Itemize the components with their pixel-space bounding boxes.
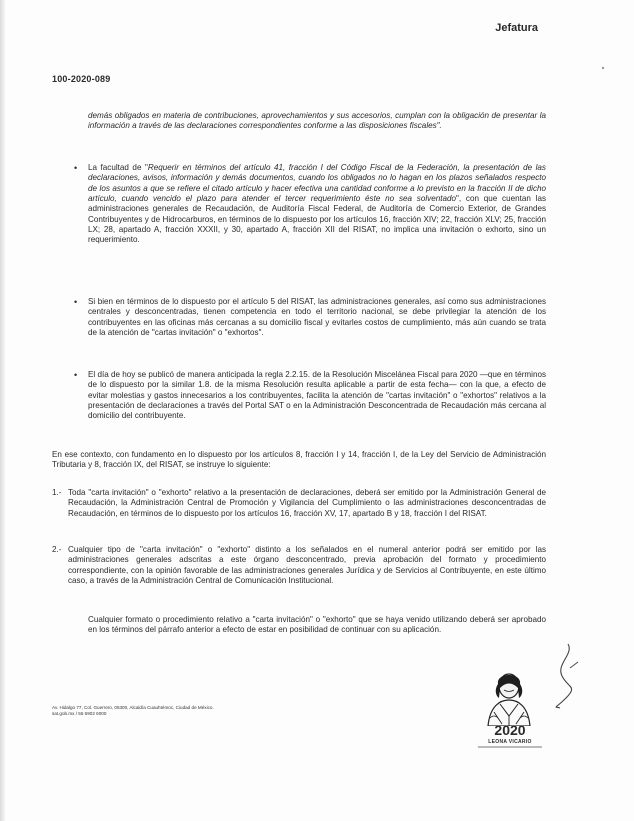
bullet-item-faculty (52, 163, 546, 246)
context-paragraph (52, 450, 546, 471)
bullet3-text: El día de hoy se publicó de manera anticipada la regla 2.2.15. de la Resolución Miscelánea Fiscal para 2020 —que en términos de lo dispuesto por la similar 1.8. de la misma Resolución resulta aplicable a partir de esta fecha— con la que, a efecto de evitar molestias y gastos innecesarios a los contribuyentes, facilita la atención de "cartas invitación" o "exhortos" relativos a la presentación de declaraciones a través del Portal SAT o en la Administración Desconcentrada de Recaudación más cercana al domicilio del contribuyente. (88, 370, 546, 421)
bullet-item-rule (52, 370, 546, 422)
leona-vicario-portrait-icon (480, 668, 538, 726)
bullet-item-competence (52, 297, 546, 338)
folio-number: 100-2020-089 (52, 74, 111, 84)
seal-underline (478, 746, 542, 748)
item1-number: 1.- (52, 488, 62, 497)
closing-paragraph (52, 615, 546, 636)
bullet2-text: Si bien en términos de lo dispuesto por el artículo 5 del RISAT, las administraciones generales, así como sus administraciones centrales y desconcentradas, tienen competencia en todo el territorio nacional, se debe privilegiar la atención de los contribuyentes en las oficinas más cercanas a su domicilio fiscal y evitarles costos de cumplimiento, más aún cuando se trata de la atención de "cartas invitación" o "exhortos". (88, 297, 546, 338)
seal-year: 2020 (494, 722, 526, 738)
scan-edge-shadow (0, 0, 6, 821)
instruction-item-2 (52, 545, 546, 586)
footer-address (52, 705, 214, 717)
footer-address-line1: Av. Hidalgo 77, Col. Guerrero, 06300, Alcaldía Cuauhtémoc, Ciudad de México. (52, 705, 214, 710)
item1-text: Toda "carta invitación" o "exhorto" relativo a la presentación de declaraciones, deberá ser emitido por la Administración General de Recaudación, la Administración Central de Promoción y Vigilancia del Cumplimiento o las administraciones desconcentradas de Recaudación, en términos de lo dispuesto por los artículos 16, fracción XV, 17, apartado B y 18, fracción I del RISAT. (68, 488, 546, 518)
item2-text: Cualquier tipo de "carta invitación" o "exhorto" distinto a los señalados en el numeral anterior podrá ser emitido por las administraciones generales adscritas a este órgano desconcentrado, previa aprobación del formato y procedimiento correspondiente, con la opinión favorable de las administraciones generales Jurídica y de Servicios al Contribuyente, en este último caso, a través de la Administración Central de Comunicación Institucional. (68, 545, 546, 586)
bullet1-open: La facultad de " (88, 163, 148, 172)
footer-address-line2: sat.gob.mx / 55 6902 6000 (52, 711, 107, 716)
closing-text: Cualquier formato o procedimiento relativo a "carta invitación" o "exhorto" que se haya venido utilizando deberá ser aprobado en los términos del párrafo anterior a efecto de estar en posibilidad de continuar con su aplicación. (88, 615, 546, 635)
bullet1-rest: ", con que cuentan las administraciones generales de Recaudación, de Auditoría Fiscal Federal, de Auditoría de Comercio Exterior, de Grandes Contribuyentes y de Hidrocarburos, en términos de lo dispuesto por los artículos 16, fracción XIV; 22, fracción XLV; 25, fracción LX; 28, apartado A, fracción XXXII, y 30, apartado A, fracción XII del RISAT, no implica una invitación o exhorto, sino un requerimiento. (88, 194, 547, 245)
intro-continuation (52, 111, 546, 132)
seal-caption: LEONA VICARIO (488, 739, 532, 745)
bullet-dot-icon: • (74, 297, 78, 307)
handwritten-signature-icon (548, 640, 584, 710)
bullet-dot-icon: • (74, 370, 78, 380)
bullet-dot-icon: • (74, 163, 78, 173)
context-text: En ese contexto, con fundamento en lo dispuesto por los artículos 8, fracción I y 14, fracción I, de la Ley del Servicio de Administración Tributaria y 8, fracción IX, del RISAT, se instruye lo siguiente: (52, 450, 546, 470)
department-header: Jefatura (495, 22, 538, 34)
instruction-item-1 (52, 488, 546, 519)
intro-continuation-text: demás obligados en materia de contribuciones, aprovechamientos y sus accesorios, cumplan con la obligación de presentar la información a través de las declaraciones correspondientes conforme a las disposiciones fiscales". (88, 111, 546, 131)
item2-number: 2.- (52, 545, 62, 554)
bullet1-quote: Requerir en términos del artículo 41, fracción I del Código Fiscal de la Federación, la presentación de las declaraciones, avisos, información y demás documentos, cuando los obligados no lo hagan en los plazos señalados respecto de los asuntos a que se refiere el citado artículo y hacer efectiva una cantidad conforme a lo previsto en la fracción II de dicho artículo, cuando vencido el plazo para atender el tercer requerimiento éste no sea solventado (88, 163, 546, 204)
scan-mark-icon (600, 58, 606, 64)
